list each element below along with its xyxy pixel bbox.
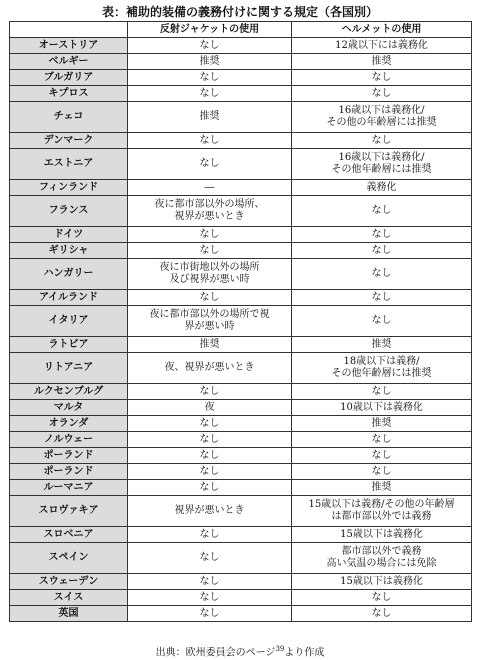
- helmet-text: なし: [371, 315, 392, 326]
- helmet-text: 15歳以下は義務化: [340, 575, 423, 587]
- helmet-text: 高い気温の場合には免除: [326, 558, 437, 569]
- country-cell: ラトビア: [10, 337, 128, 353]
- jacket-text: 夜: [204, 401, 215, 413]
- helmet-cell: [292, 86, 472, 102]
- jacket-text: なし: [199, 244, 220, 256]
- table-row: [10, 337, 472, 353]
- helmet-cell: [292, 196, 472, 227]
- table-row: [10, 102, 472, 133]
- helmet-text: は都市部以外では義務: [331, 511, 432, 522]
- country-cell: ベルギー: [10, 54, 128, 70]
- jacket-cell: [128, 102, 292, 133]
- country-cell: チェコ: [10, 102, 128, 133]
- header-jacket: 反射ジャケットの使用: [128, 22, 292, 38]
- jacket-text: なし: [199, 465, 220, 477]
- helmet-cell: [292, 590, 472, 606]
- country-cell: ノルウェー: [10, 432, 128, 448]
- table-row: [10, 384, 472, 400]
- helmet-cell: [292, 306, 472, 337]
- helmet-text: その他年齢層には推奨: [331, 164, 432, 175]
- helmet-cell: [292, 400, 472, 416]
- country-cell: スペイン: [10, 543, 128, 574]
- jacket-text: 推奨: [199, 55, 220, 67]
- table-row: [10, 590, 472, 606]
- helmet-cell: [292, 38, 472, 54]
- helmet-text: 15歳以下は義務/その他の年齢層: [308, 499, 455, 510]
- country-cell: アイルランド: [10, 290, 128, 306]
- jacket-cell: [128, 337, 292, 353]
- helmet-cell: [292, 337, 472, 353]
- country-cell: スイス: [10, 590, 128, 606]
- helmet-text: なし: [371, 591, 392, 603]
- jacket-cell: [128, 384, 292, 400]
- helmet-text: 16歳以下は義務化/: [338, 152, 425, 163]
- table-row: [10, 496, 472, 527]
- table-row: [10, 243, 472, 259]
- helmet-cell: [292, 54, 472, 70]
- source-prefix: 出典：欧州委員会のページ: [155, 647, 276, 659]
- jacket-text: なし: [199, 552, 220, 563]
- jacket-text: 夜に市街地以外の場所: [159, 262, 260, 273]
- helmet-text: なし: [371, 465, 392, 477]
- helmet-text: なし: [371, 449, 392, 461]
- helmet-cell: [292, 243, 472, 259]
- helmet-text: 都市部以外で義務: [341, 546, 422, 557]
- jacket-text: 推奨: [199, 111, 220, 122]
- helmet-cell: [292, 606, 472, 622]
- country-cell: ブルガリア: [10, 70, 128, 86]
- helmet-text: 義務化: [366, 181, 397, 193]
- country-cell: イタリア: [10, 306, 128, 337]
- table-row: [10, 38, 472, 54]
- helmet-text: なし: [371, 134, 392, 146]
- country-cell: スロヴァキア: [10, 496, 128, 527]
- table-row: [10, 133, 472, 149]
- country-cell: リトアニア: [10, 353, 128, 384]
- helmet-cell: [292, 448, 472, 464]
- helmet-text: なし: [371, 433, 392, 445]
- jacket-text: なし: [199, 575, 220, 587]
- jacket-cell: [128, 86, 292, 102]
- jacket-text: なし: [199, 228, 220, 240]
- jacket-text: 界が悪い時: [184, 321, 235, 332]
- table-row: [10, 400, 472, 416]
- table-row: [10, 527, 472, 543]
- table-title: 表：補助的装備の義務付けに関する規定（各国別）: [101, 5, 378, 19]
- jacket-cell: [128, 353, 292, 384]
- table-row: [10, 416, 472, 432]
- country-cell: ドイツ: [10, 227, 128, 243]
- jacket-cell: [128, 606, 292, 622]
- jacket-cell: [128, 527, 292, 543]
- jacket-cell: [128, 54, 292, 70]
- jacket-text: 及び視界が悪い時: [169, 274, 250, 285]
- table-row: [10, 543, 472, 574]
- table-row: [10, 606, 472, 622]
- jacket-text: なし: [199, 385, 220, 397]
- country-cell: ハンガリー: [10, 259, 128, 290]
- helmet-text: 10歳以下は義務化: [340, 401, 423, 413]
- helmet-cell: [292, 133, 472, 149]
- jacket-cell: [128, 70, 292, 86]
- helmet-text: なし: [371, 244, 392, 256]
- jacket-text: なし: [199, 481, 220, 493]
- helmet-cell: [292, 543, 472, 574]
- helmet-text: その他の年齢層には推奨: [326, 117, 437, 128]
- helmet-cell: [292, 259, 472, 290]
- jacket-text: なし: [199, 71, 220, 83]
- helmet-cell: [292, 102, 472, 133]
- country-cell: スロベニア: [10, 527, 128, 543]
- jacket-cell: [128, 38, 292, 54]
- source-suffix: より作成: [284, 647, 325, 659]
- jacket-cell: [128, 590, 292, 606]
- helmet-text: 16歳以下は義務化/: [338, 105, 425, 116]
- country-cell: 英国: [10, 606, 128, 622]
- table-row: [10, 259, 472, 290]
- jacket-text: なし: [199, 39, 220, 51]
- jacket-cell: [128, 448, 292, 464]
- helmet-cell: [292, 180, 472, 196]
- jacket-text: 夜、視界が悪いとき: [164, 362, 255, 373]
- header-corner: [10, 22, 128, 38]
- header-helmet: ヘルメットの使用: [292, 22, 472, 38]
- helmet-text: その他年齢層には推奨: [331, 368, 432, 379]
- country-cell: ルクセンブルグ: [10, 384, 128, 400]
- jacket-cell: [128, 496, 292, 527]
- jacket-text: 推奨: [199, 338, 220, 350]
- helmet-cell: [292, 353, 472, 384]
- jacket-text: ―: [204, 181, 215, 193]
- table-row: [10, 227, 472, 243]
- helmet-cell: [292, 416, 472, 432]
- helmet-text: なし: [371, 385, 392, 397]
- jacket-cell: [128, 149, 292, 180]
- jacket-cell: [128, 480, 292, 496]
- helmet-text: 推奨: [371, 481, 392, 493]
- helmet-text: 15歳以下は義務化: [340, 528, 423, 540]
- jacket-cell: [128, 543, 292, 574]
- jacket-cell: [128, 400, 292, 416]
- jacket-cell: [128, 133, 292, 149]
- regulation-table: [9, 21, 472, 622]
- country-cell: キプロス: [10, 86, 128, 102]
- table-row: [10, 448, 472, 464]
- table-header: [10, 22, 472, 38]
- helmet-text: 推奨: [371, 338, 392, 350]
- helmet-cell: [292, 290, 472, 306]
- jacket-text: なし: [199, 417, 220, 429]
- table-row: [10, 86, 472, 102]
- jacket-cell: [128, 306, 292, 337]
- jacket-cell: [128, 290, 292, 306]
- table-row: [10, 196, 472, 227]
- jacket-cell: [128, 574, 292, 590]
- table-row: [10, 480, 472, 496]
- helmet-cell: [292, 527, 472, 543]
- table-row: [10, 54, 472, 70]
- jacket-text: なし: [199, 291, 220, 303]
- jacket-text: なし: [199, 607, 220, 619]
- table-row: [10, 290, 472, 306]
- country-cell: ポーランド: [10, 464, 128, 480]
- jacket-text: 視界が悪いとき: [174, 505, 245, 516]
- country-cell: ポーランド: [10, 448, 128, 464]
- helmet-text: なし: [371, 607, 392, 619]
- helmet-cell: [292, 574, 472, 590]
- jacket-cell: [128, 243, 292, 259]
- source-footnote-ref: 39: [275, 645, 285, 653]
- country-cell: デンマーク: [10, 133, 128, 149]
- helmet-text: なし: [371, 205, 392, 216]
- jacket-text: 夜に都市部以外の場所、: [154, 199, 265, 210]
- table-row: [10, 464, 472, 480]
- country-cell: ルーマニア: [10, 480, 128, 496]
- header-row: [10, 22, 472, 38]
- helmet-text: なし: [371, 71, 392, 83]
- helmet-cell: [292, 480, 472, 496]
- jacket-text: なし: [199, 449, 220, 461]
- helmet-text: 推奨: [371, 55, 392, 67]
- helmet-text: 12歳以下には義務化: [335, 39, 428, 51]
- jacket-cell: [128, 416, 292, 432]
- jacket-text: なし: [199, 591, 220, 603]
- helmet-text: なし: [371, 291, 392, 303]
- jacket-cell: [128, 464, 292, 480]
- country-cell: フィンランド: [10, 180, 128, 196]
- table-row: [10, 432, 472, 448]
- helmet-cell: [292, 496, 472, 527]
- jacket-text: なし: [199, 87, 220, 99]
- helmet-cell: [292, 384, 472, 400]
- helmet-text: なし: [371, 228, 392, 240]
- table-row: [10, 180, 472, 196]
- table-row: [10, 574, 472, 590]
- helmet-cell: [292, 149, 472, 180]
- jacket-text: なし: [199, 158, 220, 169]
- helmet-text: なし: [371, 268, 392, 279]
- helmet-cell: [292, 432, 472, 448]
- helmet-cell: [292, 70, 472, 86]
- helmet-text: 18歳以下は義務/: [343, 356, 420, 367]
- jacket-cell: [128, 227, 292, 243]
- helmet-cell: [292, 227, 472, 243]
- table-body: [10, 38, 472, 622]
- country-cell: オランダ: [10, 416, 128, 432]
- table-row: [10, 149, 472, 180]
- jacket-text: なし: [199, 528, 220, 540]
- country-cell: スウェーデン: [10, 574, 128, 590]
- country-cell: フランス: [10, 196, 128, 227]
- country-cell: マルタ: [10, 400, 128, 416]
- country-cell: オーストリア: [10, 38, 128, 54]
- helmet-cell: [292, 464, 472, 480]
- jacket-text: 夜に都市部以外の場所で視: [149, 309, 270, 320]
- helmet-text: 推奨: [371, 417, 392, 429]
- jacket-text: なし: [199, 134, 220, 146]
- country-cell: エストニア: [10, 149, 128, 180]
- table-row: [10, 306, 472, 337]
- table-row: [10, 70, 472, 86]
- helmet-text: なし: [371, 87, 392, 99]
- jacket-text: なし: [199, 433, 220, 445]
- jacket-cell: [128, 180, 292, 196]
- jacket-cell: [128, 259, 292, 290]
- jacket-cell: [128, 196, 292, 227]
- country-cell: ギリシャ: [10, 243, 128, 259]
- jacket-cell: [128, 432, 292, 448]
- source-note: [0, 642, 480, 660]
- table-row: [10, 353, 472, 384]
- jacket-text: 視界が悪いとき: [174, 211, 245, 222]
